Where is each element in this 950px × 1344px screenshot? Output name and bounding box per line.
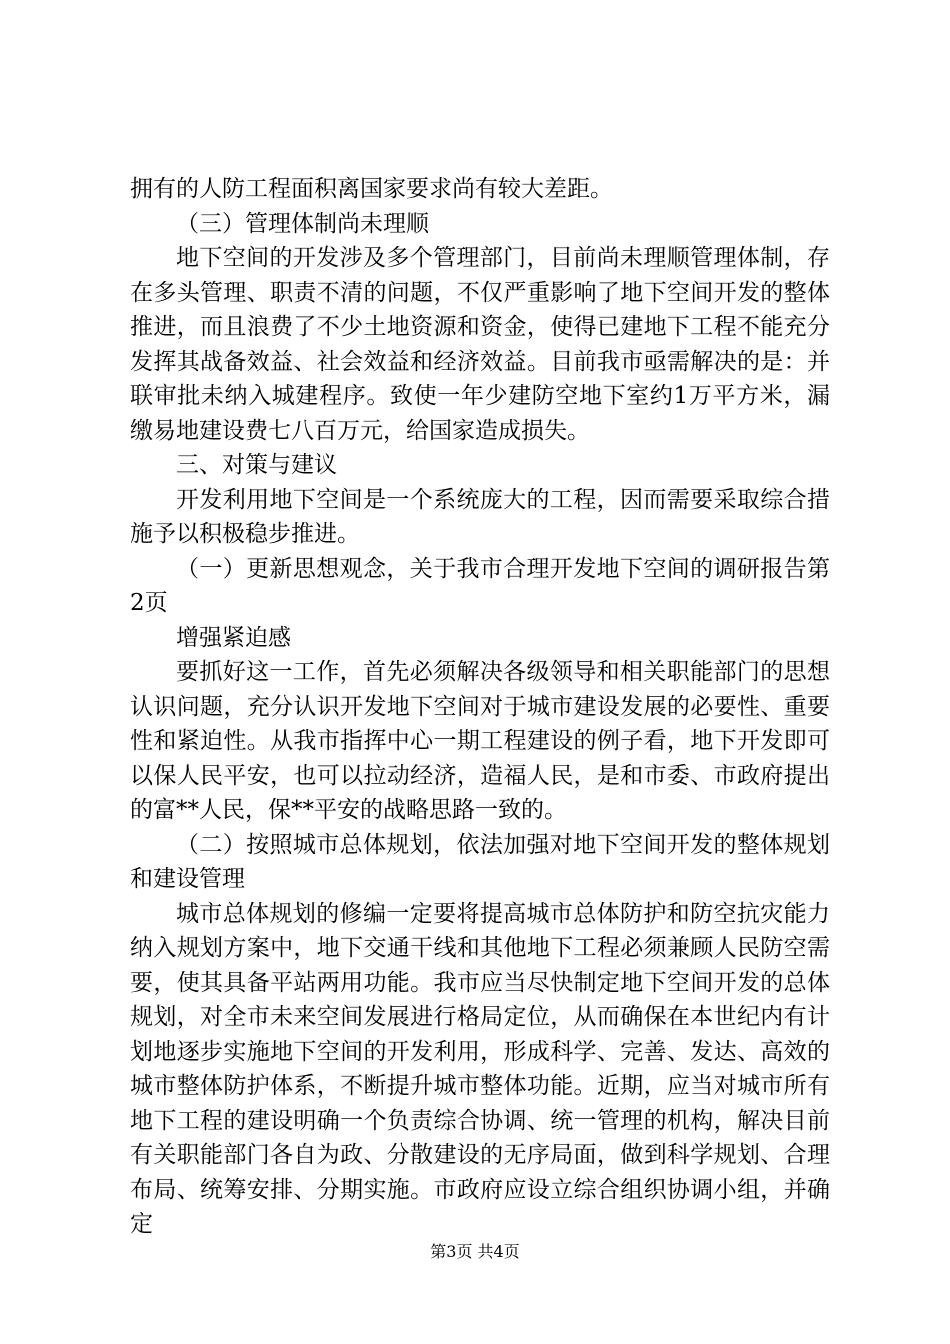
- section-heading-planning: （二）按照城市总体规划，依法加强对地下空间开发的整体规划和建设管理: [130, 831, 830, 892]
- section-heading-urgency: 增强紧迫感: [176, 624, 291, 651]
- document-body: [130, 172, 830, 1242]
- paragraph-continuation: 拥有的人防工程面积离国家要求尚有较大差距。: [130, 176, 613, 202]
- paragraph-countermeasures-intro: 开发利用地下空间是一个系统庞大的工程，因而需要采取综合措施予以积极稳步推进。: [130, 486, 830, 547]
- section-heading-update-ideas: （一）更新思想观念，关于我市合理开发地下空间的调研报告第2页: [130, 555, 830, 616]
- paragraph-management-issues: 地下空间的开发涉及多个管理部门，目前尚未理顺管理体制，存在多头管理、职责不清的问题，不仅严重影响了地下空间开发的整体推进，而且浪费了不少土地资源和资金，使得已建地下工程不能充分发挥其战备效益、社会效益和经济效益。目前我市亟需解决的是：并联审批未纳入城建程序。致使一年少建防空地下室约1万平方米，漏缴易地建设费七八百万元，给国家造成损失。: [130, 245, 830, 444]
- section-heading-management: （三）管理体制尚未理顺: [176, 210, 429, 237]
- page-footer: [0, 1242, 950, 1262]
- paragraph-planning: 城市总体规划的修编一定要将提高城市总体防护和防空抗灾能力纳入规划方案中，地下交通干线和其他地下工程必须兼顾人民防空需要，使其具备平站两用功能。我市应当尽快制定地下空间开发的总体规划，对全市未来空间发展进行格局定位，从而确保在本世纪内有计划地逐步实施地下空间的开发利用，形成科学、完善、发达、高效的城市整体防护体系，不断提升城市整体功能。近期，应当对城市所有地下工程的建设明确一个负责综合协调、统一管理的机构，解决目前有关职能部门各自为政、分散建设的无序局面，做到科学规划、合理布局、统筹安排、分期实施。市政府应设立综合组织协调小组，并确定: [130, 900, 830, 1237]
- page-number-label: 第3页 共4页: [430, 1242, 520, 1261]
- paragraph-urgency: 要抓好这一工作，首先必须解决各级领导和相关职能部门的思想认识问题，充分认识开发地下空间对于城市建设发展的必要性、重要性和紧迫性。从我市指挥中心一期工程建设的例子看，地下开发即可以保人民平安，也可以拉动经济，造福人民，是和市委、市政府提出的富**人民，保**平安的战略思路一致的。: [130, 659, 830, 823]
- section-heading-countermeasures: 三、对策与建议: [176, 452, 337, 478]
